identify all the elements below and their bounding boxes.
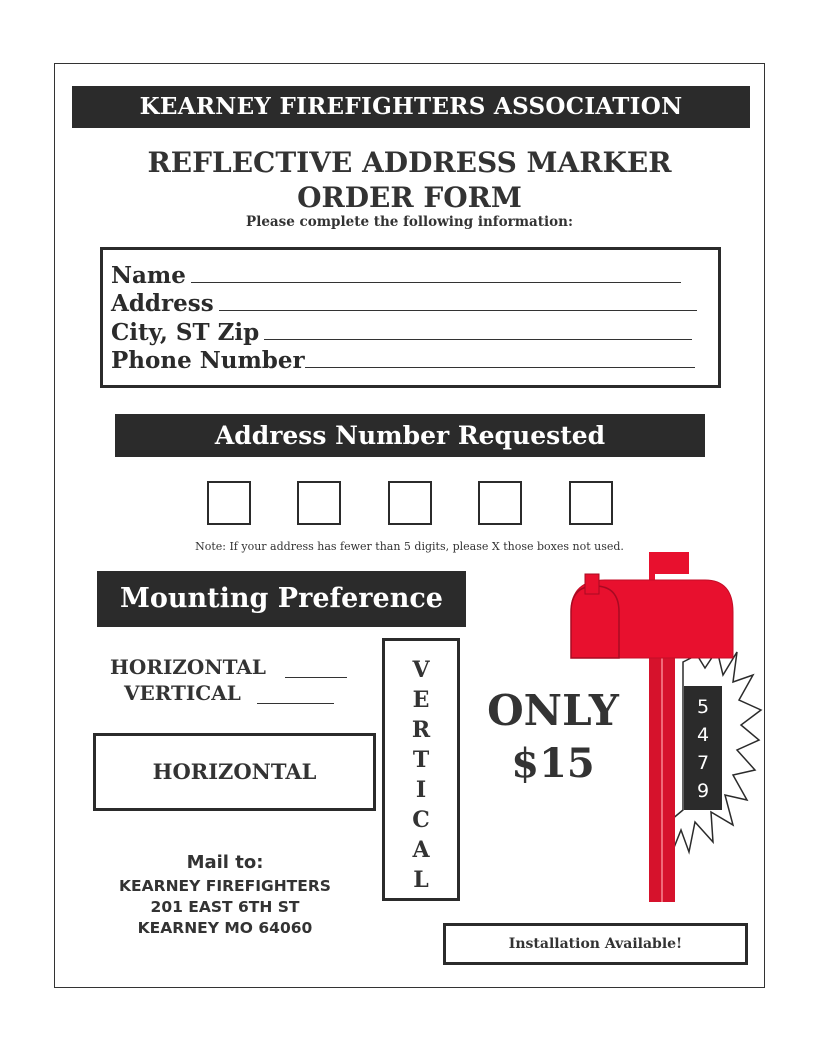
vertical-letter: C — [412, 807, 430, 833]
mail-to-line2: 201 EAST 6TH ST — [150, 898, 300, 916]
address-field[interactable] — [111, 290, 697, 317]
vertical-letter: I — [415, 777, 427, 803]
organization-banner: KEARNEY FIREFIGHTERS ASSOCIATION — [72, 86, 750, 128]
horizontal-option-label: HORIZONTAL — [110, 655, 266, 679]
mailbox-illustration — [565, 550, 765, 905]
vertical-letter: T — [412, 747, 430, 773]
mail-to-line1: KEARNEY FIREFIGHTERS — [119, 877, 331, 895]
phone-field[interactable] — [111, 347, 695, 374]
address-label: Address — [111, 290, 214, 317]
address-line[interactable] — [219, 309, 697, 311]
vertical-letter: E — [412, 687, 430, 713]
form-instructions: Please complete the following information: — [246, 214, 573, 230]
address-number-heading: Address Number Requested — [115, 414, 705, 457]
phone-line[interactable] — [305, 366, 695, 368]
name-label: Name — [111, 262, 186, 289]
digit-box[interactable] — [569, 481, 613, 525]
digit-note: Note: If your address has fewer than 5 digits, please X those boxes not used. — [195, 540, 624, 553]
vertical-letter: V — [412, 657, 430, 683]
city-field[interactable] — [111, 319, 692, 346]
plate-digit: 9 — [696, 780, 710, 802]
name-line[interactable] — [191, 281, 681, 283]
horizontal-sample: HORIZONTAL — [93, 733, 376, 811]
form-title-line1: REFLECTIVE ADDRESS MARKER — [147, 146, 672, 179]
form-title-line2: ORDER FORM — [297, 181, 522, 214]
plate-digit: 4 — [696, 724, 710, 746]
city-line[interactable] — [264, 338, 692, 340]
mail-to-label: Mail to: — [186, 852, 264, 873]
contact-info-box — [100, 247, 721, 388]
horizontal-option-line[interactable] — [285, 676, 347, 678]
digit-box[interactable] — [207, 481, 251, 525]
vertical-letter: L — [413, 867, 429, 893]
city-label: City, ST Zip — [111, 319, 260, 346]
phone-label: Phone Number — [111, 347, 305, 374]
mounting-heading: Mounting Preference — [97, 571, 466, 627]
digit-box[interactable] — [478, 481, 522, 525]
vertical-option-line[interactable] — [257, 702, 334, 704]
offer-price: $15 — [511, 740, 595, 787]
digit-box[interactable] — [297, 481, 341, 525]
vertical-option-label: VERTICAL — [124, 681, 241, 705]
vertical-letter: A — [412, 837, 430, 863]
mail-to-line3: KEARNEY MO 64060 — [137, 919, 313, 937]
sample-number-plate — [684, 686, 722, 810]
plate-digit: 5 — [696, 696, 710, 718]
installation-note: Installation Available! — [443, 923, 748, 965]
vertical-sample — [382, 638, 460, 901]
digit-box[interactable] — [388, 481, 432, 525]
name-field[interactable] — [111, 262, 681, 289]
offer-only: ONLY — [487, 686, 619, 735]
plate-digit: 7 — [696, 752, 710, 774]
vertical-letter: R — [411, 717, 431, 743]
